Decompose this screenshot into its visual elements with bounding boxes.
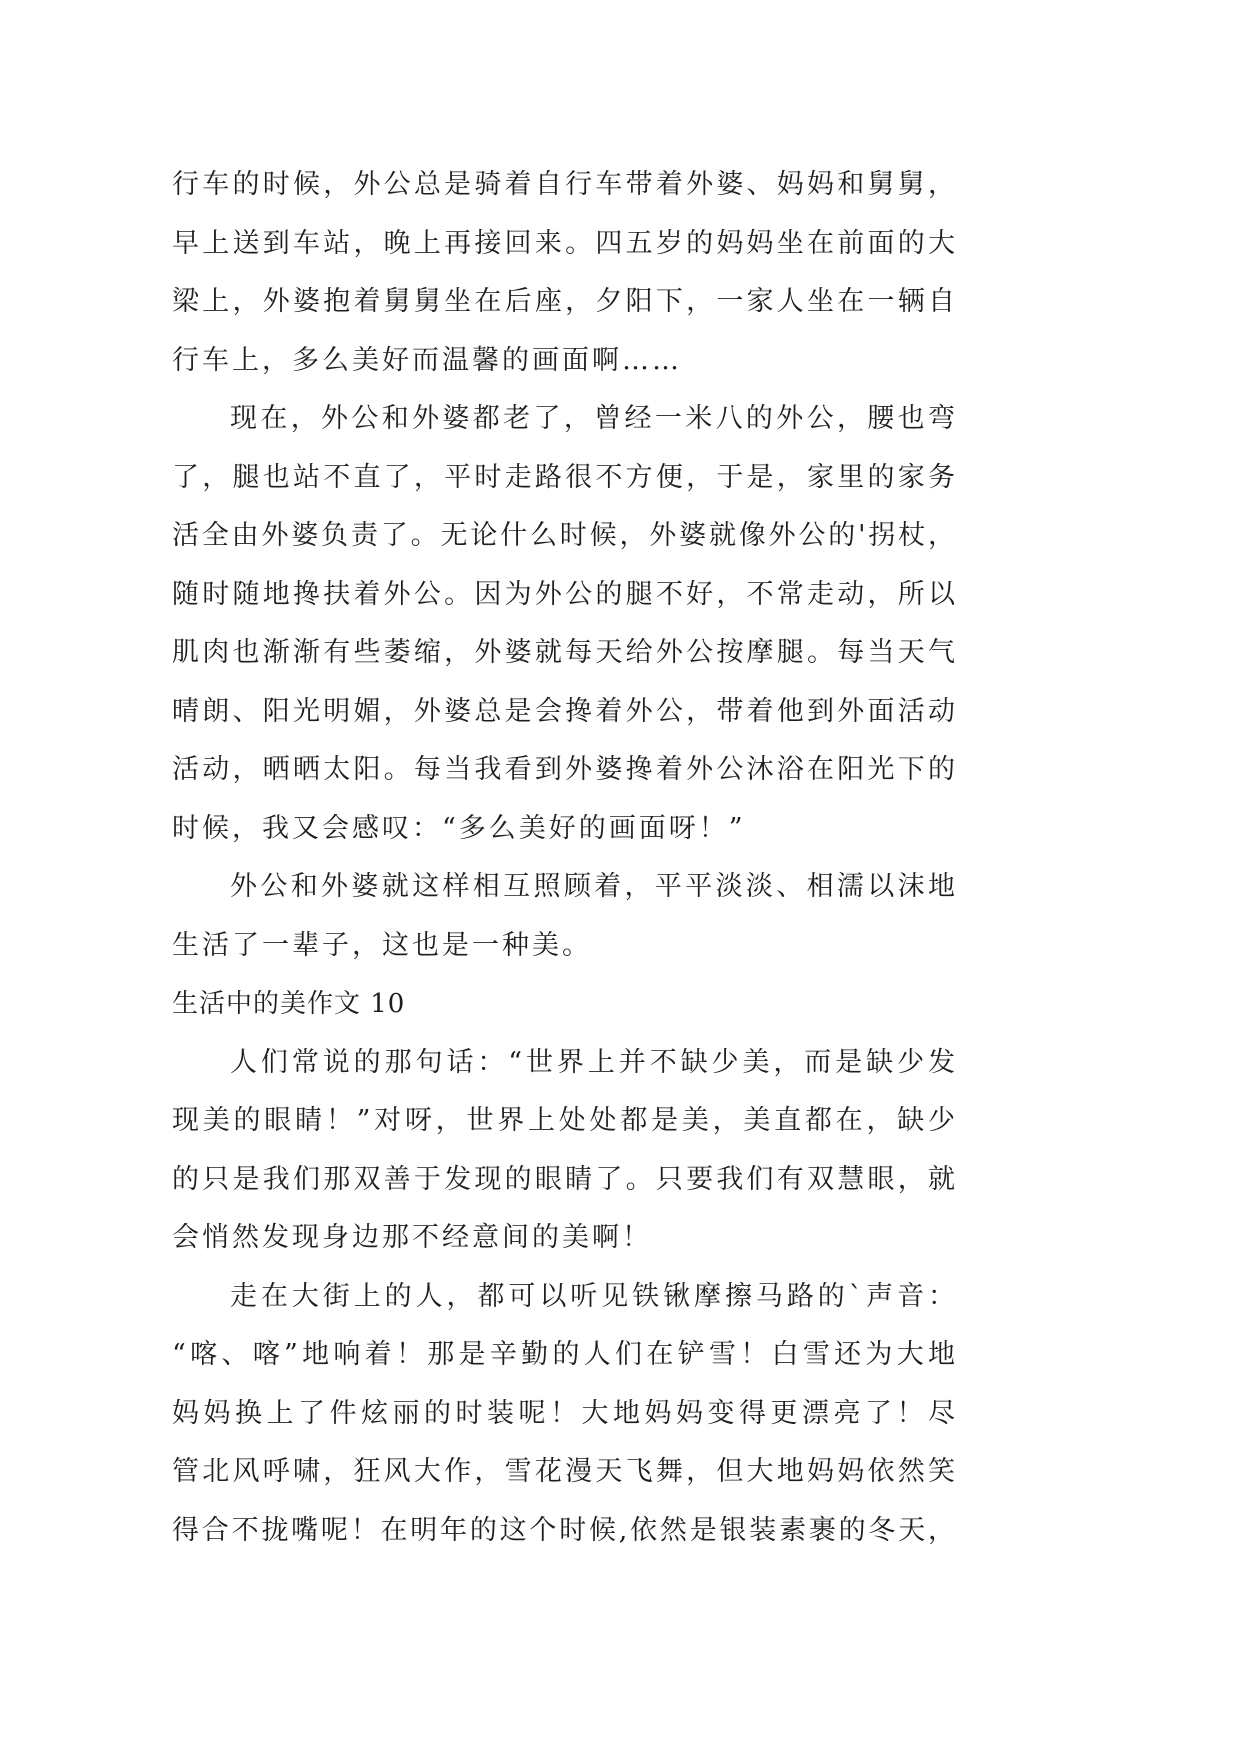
document-body — [172, 156, 955, 1560]
text-line: 得合不拢嘴呢！在明年的这个时候,依然是银装素裹的冬天， — [172, 1514, 955, 1546]
text-line: 管北风呼啸，狂风大作，雪花漫天飞舞，但大地妈妈依然笑 — [172, 1456, 955, 1487]
section-heading: 生活中的美作文 10 — [172, 989, 406, 1019]
paragraph — [172, 1268, 955, 1561]
text-line: “喀、喀”地响着！那是辛勤的人们在铲雪！白雪还为大地 — [172, 1339, 955, 1370]
text-line: 人们常说的那句话：“世界上并不缺少美，而是缺少发 — [230, 1046, 955, 1078]
text-line: 现美的眼睛！”对呀，世界上处处都是美，美直都在，缺少 — [172, 1105, 955, 1136]
text-line: 妈妈换上了件炫丽的时装呢！大地妈妈变得更漂亮了！尽 — [172, 1397, 955, 1429]
text-line: 活全由外婆负责了。无论什么时候，外婆就像外公的'拐杖， — [172, 520, 955, 551]
text-line: 晴朗、阳光明媚，外婆总是会搀着外公，带着他到外面活动 — [172, 695, 955, 727]
text-line: 走在大街上的人，都可以听见铁锹摩擦马路的`声音： — [230, 1280, 955, 1312]
paragraph — [172, 1034, 955, 1268]
paragraph — [172, 156, 955, 390]
paragraph — [172, 390, 955, 858]
text-line: 行车的时候，外公总是骑着自行车带着外婆、妈妈和舅舅， — [172, 169, 955, 200]
text-line: 时候，我又会感叹：“多么美好的画面呀！” — [172, 812, 746, 844]
text-line: 行车上，多么美好而温馨的画面啊…… — [172, 344, 682, 376]
text-line: 现在，外公和外婆都老了，曾经一米八的外公，腰也弯 — [230, 403, 955, 434]
text-line: 的只是我们那双善于发现的眼睛了。只要我们有双慧眼，就 — [172, 1163, 955, 1195]
text-line: 了，腿也站不直了，平时走路很不方便，于是，家里的家务 — [172, 461, 955, 493]
text-line: 生活了一辈子，这也是一种美。 — [172, 929, 592, 961]
text-line: 肌肉也渐渐有些萎缩，外婆就每天给外公按摩腿。每当天气 — [172, 637, 955, 668]
paragraph — [172, 858, 955, 975]
text-line: 活动，晒晒太阳。每当我看到外婆搀着外公沐浴在阳光下的 — [172, 754, 955, 785]
text-line: 会悄然发现身边那不经意间的美啊！ — [172, 1222, 652, 1253]
text-line: 随时随地搀扶着外公。因为外公的腿不好，不常走动，所以 — [172, 578, 955, 610]
text-line: 早上送到车站，晚上再接回来。四五岁的妈妈坐在前面的大 — [172, 227, 955, 259]
text-line: 外公和外婆就这样相互照顾着，平平淡淡、相濡以沫地 — [230, 871, 955, 902]
text-line: 梁上，外婆抱着舅舅坐在后座，夕阳下，一家人坐在一辆自 — [172, 286, 955, 317]
